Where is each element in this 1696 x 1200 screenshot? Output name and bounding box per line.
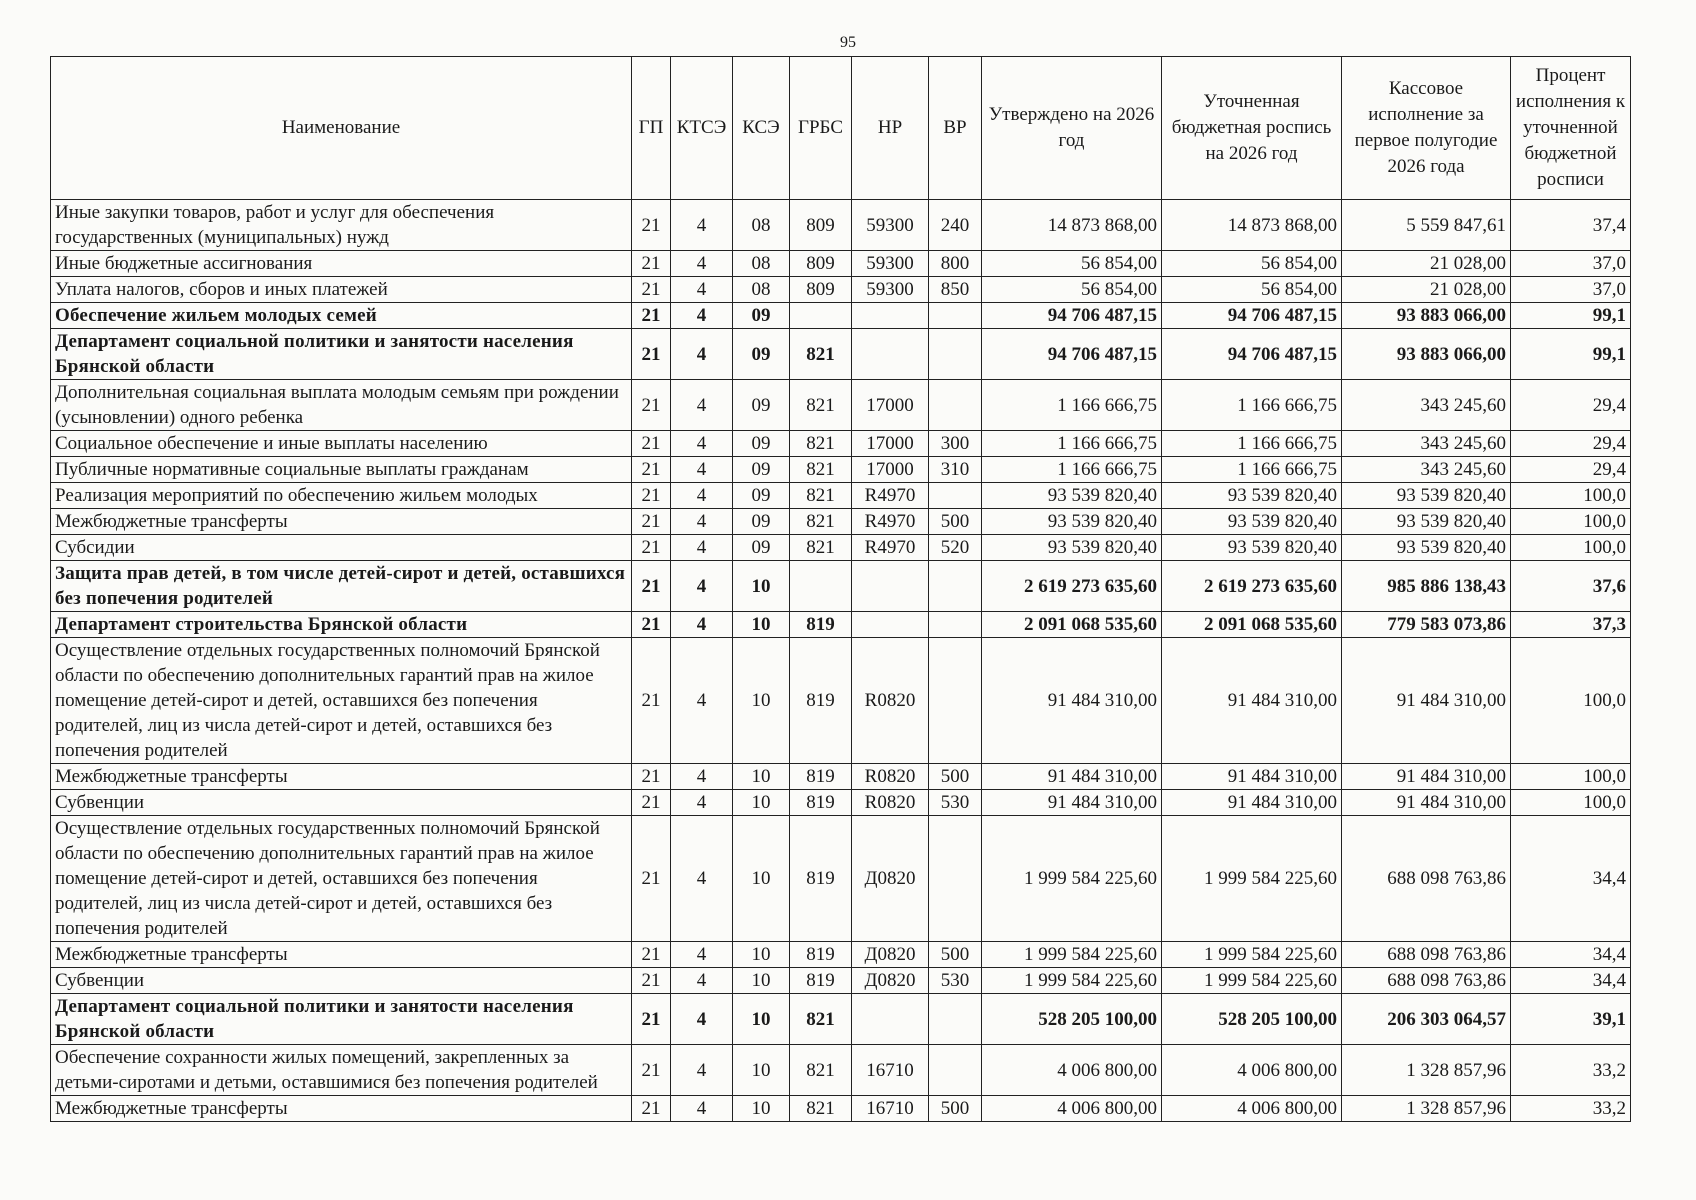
cell-approved: 94 706 487,15: [982, 329, 1162, 380]
cell-approved: 2 091 068 535,60: [982, 612, 1162, 638]
cell-kse: 10: [733, 1096, 790, 1122]
cell-approved: 94 706 487,15: [982, 303, 1162, 329]
cell-vr: [929, 329, 982, 380]
cell-percent: 34,4: [1511, 816, 1631, 942]
cell-ktse: 4: [671, 303, 733, 329]
cell-name: Департамент социальной политики и занятости населения Брянской области: [51, 329, 632, 380]
cell-cash: 93 539 820,40: [1342, 509, 1511, 535]
cell-grbs: 819: [790, 790, 852, 816]
cell-name: Уплата налогов, сборов и иных платежей: [51, 277, 632, 303]
cell-approved: 56 854,00: [982, 277, 1162, 303]
cell-percent: 33,2: [1511, 1045, 1631, 1096]
cell-name: Реализация мероприятий по обеспечению жильем молодых: [51, 483, 632, 509]
cell-approved: 93 539 820,40: [982, 483, 1162, 509]
cell-vr: [929, 816, 982, 942]
cell-refined: 91 484 310,00: [1162, 764, 1342, 790]
cell-ktse: 4: [671, 942, 733, 968]
cell-cash: 343 245,60: [1342, 457, 1511, 483]
cell-vr: 850: [929, 277, 982, 303]
cell-nr: R0820: [852, 790, 929, 816]
cell-nr: 59300: [852, 200, 929, 251]
table-row: [51, 329, 1631, 380]
cell-nr: [852, 612, 929, 638]
cell-name: Социальное обеспечение и иные выплаты населению: [51, 431, 632, 457]
cell-name: Обеспечение сохранности жилых помещений, закрепленных за детьми-сиротами и детьми, оставшимися без попечения родителей: [51, 1045, 632, 1096]
cell-vr: 500: [929, 764, 982, 790]
table-body: [51, 200, 1631, 1122]
cell-kse: 09: [733, 380, 790, 431]
cell-approved: 91 484 310,00: [982, 638, 1162, 764]
cell-name: Иные бюджетные ассигнования: [51, 251, 632, 277]
cell-approved: 93 539 820,40: [982, 509, 1162, 535]
cell-refined: 1 999 584 225,60: [1162, 968, 1342, 994]
cell-cash: 688 098 763,86: [1342, 816, 1511, 942]
cell-gp: 21: [632, 1096, 671, 1122]
cell-gp: 21: [632, 942, 671, 968]
cell-refined: 2 619 273 635,60: [1162, 561, 1342, 612]
table-row: [51, 561, 1631, 612]
cell-refined: 2 091 068 535,60: [1162, 612, 1342, 638]
cell-kse: 10: [733, 764, 790, 790]
cell-percent: 29,4: [1511, 457, 1631, 483]
table-row: [51, 790, 1631, 816]
cell-nr: Д0820: [852, 816, 929, 942]
budget-table: [50, 56, 1631, 1122]
cell-ktse: 4: [671, 994, 733, 1045]
cell-nr: 59300: [852, 251, 929, 277]
cell-grbs: 809: [790, 200, 852, 251]
cell-kse: 10: [733, 612, 790, 638]
cell-ktse: 4: [671, 790, 733, 816]
cell-nr: [852, 329, 929, 380]
cell-nr: [852, 561, 929, 612]
cell-kse: 09: [733, 329, 790, 380]
cell-nr: R4970: [852, 509, 929, 535]
cell-percent: 37,3: [1511, 612, 1631, 638]
cell-refined: 14 873 868,00: [1162, 200, 1342, 251]
cell-gp: 21: [632, 816, 671, 942]
cell-approved: 1 999 584 225,60: [982, 968, 1162, 994]
cell-nr: 16710: [852, 1096, 929, 1122]
header-gp: ГП: [632, 57, 671, 200]
cell-ktse: 4: [671, 764, 733, 790]
cell-grbs: 809: [790, 251, 852, 277]
cell-cash: 21 028,00: [1342, 277, 1511, 303]
cell-approved: 1 166 666,75: [982, 457, 1162, 483]
cell-ktse: 4: [671, 329, 733, 380]
cell-refined: 91 484 310,00: [1162, 638, 1342, 764]
cell-approved: 91 484 310,00: [982, 764, 1162, 790]
cell-percent: 37,0: [1511, 277, 1631, 303]
cell-cash: 343 245,60: [1342, 431, 1511, 457]
cell-percent: 33,2: [1511, 1096, 1631, 1122]
table-row: [51, 251, 1631, 277]
cell-gp: 21: [632, 200, 671, 251]
cell-refined: 93 539 820,40: [1162, 483, 1342, 509]
table-row: [51, 303, 1631, 329]
cell-ktse: 4: [671, 431, 733, 457]
table-row: [51, 994, 1631, 1045]
table-row: [51, 942, 1631, 968]
cell-approved: 91 484 310,00: [982, 790, 1162, 816]
cell-cash: 343 245,60: [1342, 380, 1511, 431]
cell-vr: [929, 612, 982, 638]
cell-grbs: 819: [790, 612, 852, 638]
cell-vr: 500: [929, 1096, 982, 1122]
cell-gp: 21: [632, 968, 671, 994]
cell-ktse: 4: [671, 968, 733, 994]
table-row: [51, 457, 1631, 483]
cell-grbs: 821: [790, 380, 852, 431]
cell-name: Осуществление отдельных государственных полномочий Брянской области по обеспечению дополнительных гарантий прав на жилое помещение детей-сирот и детей, оставшихся без попечения родителей, лиц из числа детей-сирот и детей, оставшихся без попечения родителей: [51, 638, 632, 764]
cell-percent: 29,4: [1511, 431, 1631, 457]
table-row: [51, 1045, 1631, 1096]
cell-vr: 500: [929, 509, 982, 535]
cell-name: Дополнительная социальная выплата молодым семьям при рождении (усыновлении) одного ребенка: [51, 380, 632, 431]
cell-gp: 21: [632, 509, 671, 535]
cell-cash: 93 883 066,00: [1342, 303, 1511, 329]
cell-refined: 1 166 666,75: [1162, 457, 1342, 483]
cell-refined: 4 006 800,00: [1162, 1096, 1342, 1122]
cell-grbs: 819: [790, 968, 852, 994]
cell-kse: 10: [733, 816, 790, 942]
cell-refined: 1 999 584 225,60: [1162, 942, 1342, 968]
cell-refined: 1 999 584 225,60: [1162, 816, 1342, 942]
cell-grbs: 821: [790, 535, 852, 561]
cell-cash: 688 098 763,86: [1342, 942, 1511, 968]
cell-vr: 500: [929, 942, 982, 968]
cell-ktse: 4: [671, 612, 733, 638]
cell-grbs: 819: [790, 942, 852, 968]
cell-grbs: 821: [790, 483, 852, 509]
cell-percent: 37,4: [1511, 200, 1631, 251]
cell-kse: 10: [733, 994, 790, 1045]
cell-approved: 93 539 820,40: [982, 535, 1162, 561]
cell-vr: [929, 303, 982, 329]
cell-nr: Д0820: [852, 942, 929, 968]
cell-vr: 800: [929, 251, 982, 277]
cell-grbs: 821: [790, 1045, 852, 1096]
cell-ktse: 4: [671, 509, 733, 535]
cell-approved: 1 166 666,75: [982, 380, 1162, 431]
cell-cash: 91 484 310,00: [1342, 790, 1511, 816]
cell-cash: 1 328 857,96: [1342, 1096, 1511, 1122]
cell-name: Межбюджетные трансферты: [51, 509, 632, 535]
cell-percent: 100,0: [1511, 638, 1631, 764]
cell-cash: 779 583 073,86: [1342, 612, 1511, 638]
table-row: [51, 764, 1631, 790]
cell-percent: 37,0: [1511, 251, 1631, 277]
cell-gp: 21: [632, 1045, 671, 1096]
cell-approved: 1 999 584 225,60: [982, 942, 1162, 968]
cell-name: Департамент социальной политики и занятости населения Брянской области: [51, 994, 632, 1045]
cell-percent: 99,1: [1511, 329, 1631, 380]
cell-nr: R4970: [852, 535, 929, 561]
cell-grbs: 819: [790, 764, 852, 790]
cell-vr: [929, 483, 982, 509]
cell-gp: 21: [632, 483, 671, 509]
cell-name: Осуществление отдельных государственных полномочий Брянской области по обеспечению дополнительных гарантий прав на жилое помещение детей-сирот и детей, оставшихся без попечения родителей, лиц из числа детей-сирот и детей, оставшихся без попечения родителей: [51, 816, 632, 942]
cell-nr: [852, 303, 929, 329]
cell-grbs: 809: [790, 277, 852, 303]
cell-name: Субсидии: [51, 535, 632, 561]
cell-grbs: 821: [790, 1096, 852, 1122]
cell-kse: 10: [733, 968, 790, 994]
cell-cash: 688 098 763,86: [1342, 968, 1511, 994]
cell-percent: 100,0: [1511, 790, 1631, 816]
cell-approved: 56 854,00: [982, 251, 1162, 277]
cell-approved: 1 166 666,75: [982, 431, 1162, 457]
cell-kse: 08: [733, 251, 790, 277]
cell-nr: R0820: [852, 638, 929, 764]
cell-cash: 91 484 310,00: [1342, 764, 1511, 790]
cell-nr: 17000: [852, 457, 929, 483]
cell-gp: 21: [632, 994, 671, 1045]
cell-grbs: 819: [790, 816, 852, 942]
table-row: [51, 612, 1631, 638]
table-row: [51, 200, 1631, 251]
table-row: [51, 431, 1631, 457]
cell-kse: 08: [733, 200, 790, 251]
cell-kse: 09: [733, 457, 790, 483]
table-row: [51, 483, 1631, 509]
cell-name: Обеспечение жильем молодых семей: [51, 303, 632, 329]
cell-vr: 530: [929, 790, 982, 816]
cell-ktse: 4: [671, 380, 733, 431]
cell-grbs: 821: [790, 457, 852, 483]
cell-kse: 10: [733, 1045, 790, 1096]
cell-grbs: [790, 303, 852, 329]
cell-percent: 99,1: [1511, 303, 1631, 329]
cell-ktse: 4: [671, 561, 733, 612]
cell-percent: 100,0: [1511, 535, 1631, 561]
cell-kse: 10: [733, 942, 790, 968]
cell-cash: 1 328 857,96: [1342, 1045, 1511, 1096]
cell-gp: 21: [632, 251, 671, 277]
header-kse: КСЭ: [733, 57, 790, 200]
cell-percent: 34,4: [1511, 968, 1631, 994]
cell-ktse: 4: [671, 1096, 733, 1122]
cell-grbs: 821: [790, 994, 852, 1045]
cell-approved: 1 999 584 225,60: [982, 816, 1162, 942]
cell-name: Межбюджетные трансферты: [51, 1096, 632, 1122]
cell-ktse: 4: [671, 638, 733, 764]
cell-gp: 21: [632, 612, 671, 638]
cell-name: Защита прав детей, в том числе детей-сирот и детей, оставшихся без попечения родителей: [51, 561, 632, 612]
cell-ktse: 4: [671, 816, 733, 942]
header-percent: Процент исполнения к уточненной бюджетной росписи: [1511, 57, 1631, 200]
header-vr: ВР: [929, 57, 982, 200]
cell-refined: 94 706 487,15: [1162, 329, 1342, 380]
cell-ktse: 4: [671, 483, 733, 509]
cell-kse: 08: [733, 277, 790, 303]
cell-vr: 520: [929, 535, 982, 561]
cell-approved: 14 873 868,00: [982, 200, 1162, 251]
cell-kse: 09: [733, 303, 790, 329]
cell-kse: 09: [733, 535, 790, 561]
header-cash: Кассовое исполнение за первое полугодие 2026 года: [1342, 57, 1511, 200]
cell-cash: 21 028,00: [1342, 251, 1511, 277]
cell-vr: [929, 561, 982, 612]
cell-grbs: [790, 561, 852, 612]
table-row: [51, 380, 1631, 431]
cell-cash: 93 883 066,00: [1342, 329, 1511, 380]
table-row: [51, 277, 1631, 303]
cell-name: Департамент строительства Брянской области: [51, 612, 632, 638]
table-row: [51, 968, 1631, 994]
cell-ktse: 4: [671, 1045, 733, 1096]
cell-vr: [929, 1045, 982, 1096]
cell-refined: 1 166 666,75: [1162, 380, 1342, 431]
cell-name: Публичные нормативные социальные выплаты гражданам: [51, 457, 632, 483]
cell-percent: 29,4: [1511, 380, 1631, 431]
cell-cash: 93 539 820,40: [1342, 535, 1511, 561]
cell-percent: 39,1: [1511, 994, 1631, 1045]
table-row: [51, 509, 1631, 535]
cell-gp: 21: [632, 764, 671, 790]
cell-vr: [929, 994, 982, 1045]
table-row: [51, 638, 1631, 764]
cell-name: Субвенции: [51, 790, 632, 816]
cell-kse: 10: [733, 638, 790, 764]
header-name: Наименование: [51, 57, 632, 200]
cell-ktse: 4: [671, 251, 733, 277]
table-row: [51, 816, 1631, 942]
cell-gp: 21: [632, 790, 671, 816]
cell-ktse: 4: [671, 535, 733, 561]
cell-cash: 93 539 820,40: [1342, 483, 1511, 509]
cell-gp: 21: [632, 329, 671, 380]
cell-cash: 206 303 064,57: [1342, 994, 1511, 1045]
cell-name: Иные закупки товаров, работ и услуг для обеспечения государственных (муниципальных) нужд: [51, 200, 632, 251]
cell-nr: 17000: [852, 431, 929, 457]
cell-refined: 56 854,00: [1162, 251, 1342, 277]
header-approved: Утверждено на 2026 год: [982, 57, 1162, 200]
cell-refined: 528 205 100,00: [1162, 994, 1342, 1045]
cell-percent: 100,0: [1511, 764, 1631, 790]
cell-refined: 91 484 310,00: [1162, 790, 1342, 816]
cell-nr: R4970: [852, 483, 929, 509]
cell-kse: 10: [733, 561, 790, 612]
header-grbs: ГРБС: [790, 57, 852, 200]
cell-gp: 21: [632, 638, 671, 764]
cell-refined: 4 006 800,00: [1162, 1045, 1342, 1096]
cell-vr: 310: [929, 457, 982, 483]
page-number: 95: [840, 34, 856, 51]
cell-gp: 21: [632, 380, 671, 431]
cell-gp: 21: [632, 535, 671, 561]
table-header-row: [51, 57, 1631, 200]
cell-approved: 4 006 800,00: [982, 1096, 1162, 1122]
table-row: [51, 1096, 1631, 1122]
table-row: [51, 535, 1631, 561]
cell-refined: 56 854,00: [1162, 277, 1342, 303]
cell-percent: 34,4: [1511, 942, 1631, 968]
cell-nr: [852, 994, 929, 1045]
cell-approved: 528 205 100,00: [982, 994, 1162, 1045]
cell-gp: 21: [632, 561, 671, 612]
cell-refined: 1 166 666,75: [1162, 431, 1342, 457]
cell-ktse: 4: [671, 277, 733, 303]
cell-cash: 5 559 847,61: [1342, 200, 1511, 251]
cell-nr: 17000: [852, 380, 929, 431]
cell-refined: 93 539 820,40: [1162, 509, 1342, 535]
cell-vr: 240: [929, 200, 982, 251]
cell-gp: 21: [632, 457, 671, 483]
cell-name: Межбюджетные трансферты: [51, 764, 632, 790]
cell-name: Субвенции: [51, 968, 632, 994]
cell-refined: 94 706 487,15: [1162, 303, 1342, 329]
cell-refined: 93 539 820,40: [1162, 535, 1342, 561]
cell-vr: [929, 380, 982, 431]
cell-vr: 300: [929, 431, 982, 457]
header-refined: Уточненная бюджетная роспись на 2026 год: [1162, 57, 1342, 200]
cell-grbs: 821: [790, 431, 852, 457]
cell-percent: 100,0: [1511, 509, 1631, 535]
cell-ktse: 4: [671, 457, 733, 483]
cell-percent: 37,6: [1511, 561, 1631, 612]
cell-vr: 530: [929, 968, 982, 994]
cell-vr: [929, 638, 982, 764]
cell-cash: 91 484 310,00: [1342, 638, 1511, 764]
cell-cash: 985 886 138,43: [1342, 561, 1511, 612]
cell-percent: 100,0: [1511, 483, 1631, 509]
cell-approved: 2 619 273 635,60: [982, 561, 1162, 612]
cell-gp: 21: [632, 277, 671, 303]
cell-nr: 16710: [852, 1045, 929, 1096]
header-nr: НР: [852, 57, 929, 200]
cell-nr: Д0820: [852, 968, 929, 994]
cell-grbs: 821: [790, 329, 852, 380]
header-ktse: КТСЭ: [671, 57, 733, 200]
cell-name: Межбюджетные трансферты: [51, 942, 632, 968]
cell-grbs: 821: [790, 509, 852, 535]
cell-nr: 59300: [852, 277, 929, 303]
cell-kse: 10: [733, 790, 790, 816]
cell-gp: 21: [632, 303, 671, 329]
cell-approved: 4 006 800,00: [982, 1045, 1162, 1096]
cell-kse: 09: [733, 483, 790, 509]
cell-gp: 21: [632, 431, 671, 457]
cell-nr: R0820: [852, 764, 929, 790]
cell-kse: 09: [733, 509, 790, 535]
cell-grbs: 819: [790, 638, 852, 764]
cell-kse: 09: [733, 431, 790, 457]
cell-ktse: 4: [671, 200, 733, 251]
